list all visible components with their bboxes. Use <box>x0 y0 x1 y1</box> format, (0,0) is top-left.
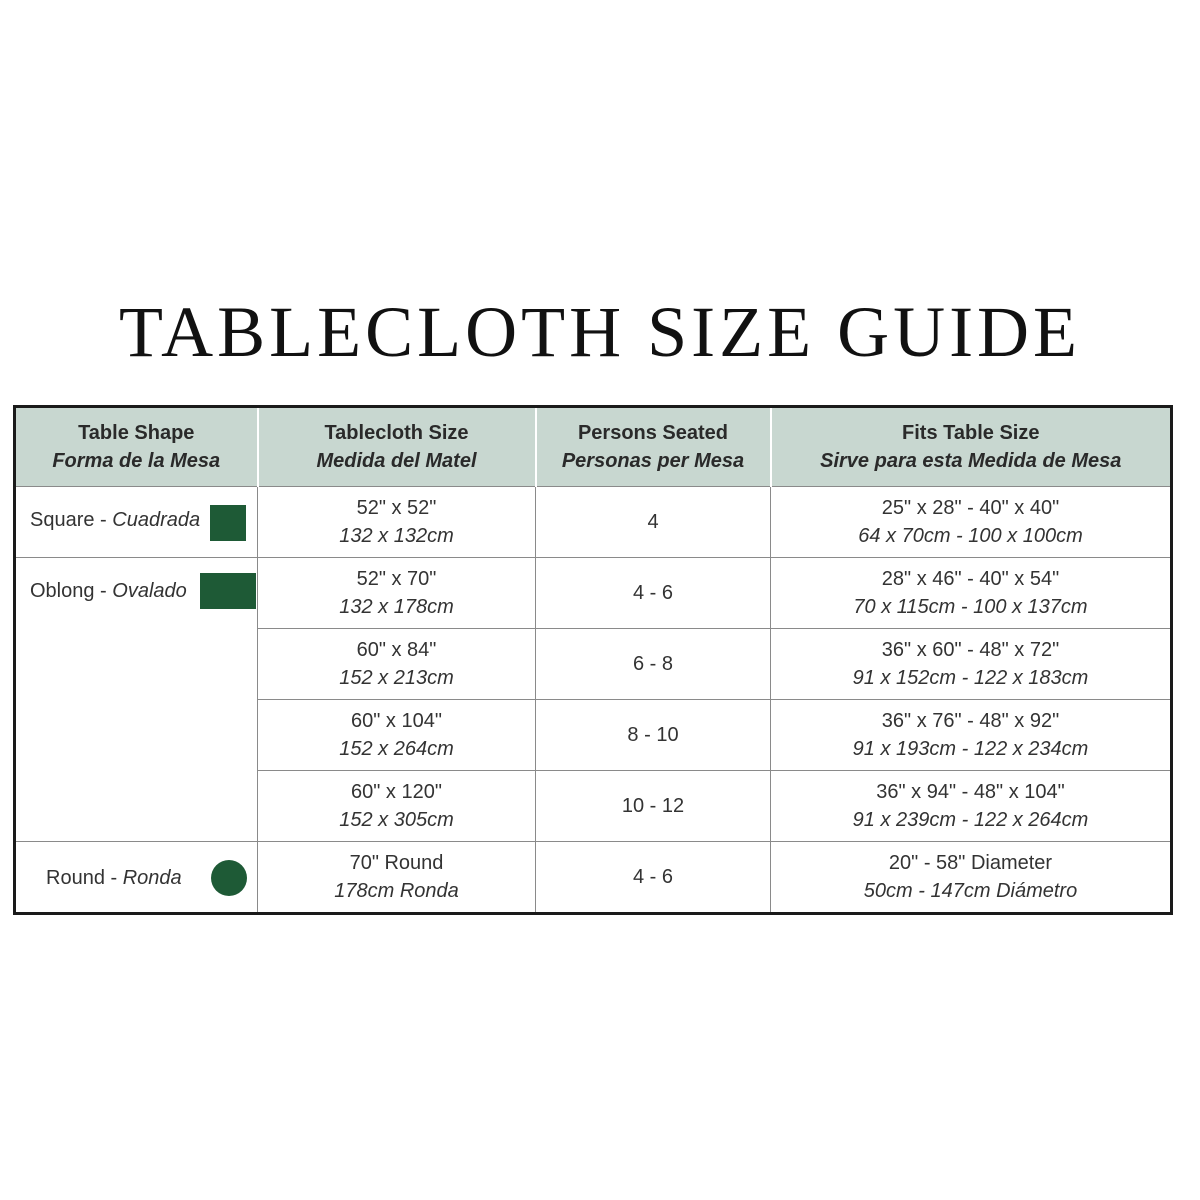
tablecloth-size-cell: 52" x 70" 132 x 178cm <box>258 558 536 629</box>
header-table-shape <box>15 407 258 487</box>
fits-size-cell: 20" - 58" Diameter 50cm - 147cm Diámetro <box>771 842 1172 914</box>
fits-size-cell: 36" x 60" - 48" x 72" 91 x 152cm - 122 x 183cm <box>771 629 1172 700</box>
tablecloth-size-cell: 52" x 52" 132 x 132cm <box>258 487 536 558</box>
shape-label: Oblong - Ovalado <box>30 580 187 602</box>
persons-cell: 4 - 6 <box>536 842 771 914</box>
shape-cell-square <box>15 487 258 558</box>
circle-swatch-icon <box>211 860 247 896</box>
fits-size-cell: 36" x 76" - 48" x 92" 91 x 193cm - 122 x 234cm <box>771 700 1172 771</box>
size-guide-table <box>13 405 1173 915</box>
table-row <box>15 487 1172 558</box>
persons-cell: 8 - 10 <box>536 700 771 771</box>
fits-size-cell: 36" x 94" - 48" x 104" 91 x 239cm - 122 x 264cm <box>771 771 1172 842</box>
shape-cell-oblong <box>15 558 258 842</box>
header-persons-seated <box>536 407 771 487</box>
header-label-en: Tablecloth Size <box>324 422 469 444</box>
shape-label: Square - Cuadrada <box>30 509 201 531</box>
header-label-en: Fits Table Size <box>902 422 1040 444</box>
header-label-es: Medida del Matel <box>316 450 477 472</box>
tablecloth-size-cell: 70" Round 178cm Ronda <box>258 842 536 914</box>
header-label-es: Sirve para esta Medida de Mesa <box>820 450 1122 472</box>
fits-size-cell: 25" x 28" - 40" x 40" 64 x 70cm - 100 x 100cm <box>771 487 1172 558</box>
header-tablecloth-size <box>258 407 536 487</box>
page-title: TABLECLOTH SIZE GUIDE <box>118 292 1082 372</box>
header-label-es: Personas per Mesa <box>561 450 745 472</box>
persons-cell: 4 <box>536 487 771 558</box>
persons-cell: 4 - 6 <box>536 558 771 629</box>
shape-label: Round - Ronda <box>46 867 182 889</box>
persons-cell: 6 - 8 <box>536 629 771 700</box>
shape-cell-round <box>15 842 258 914</box>
header-fits-table-size <box>771 407 1172 487</box>
square-swatch-icon <box>210 505 246 541</box>
rectangle-swatch-icon <box>200 573 256 609</box>
table-row <box>15 558 1172 629</box>
table-row <box>15 842 1172 914</box>
tablecloth-size-cell: 60" x 120" 152 x 305cm <box>258 771 536 842</box>
table-header-row <box>15 407 1172 487</box>
tablecloth-size-cell: 60" x 104" 152 x 264cm <box>258 700 536 771</box>
header-label-es: Forma de la Mesa <box>52 450 221 472</box>
fits-size-cell: 28" x 46" - 40" x 54" 70 x 115cm - 100 x 137cm <box>771 558 1172 629</box>
persons-cell: 10 - 12 <box>536 771 771 842</box>
header-label-en: Table Shape <box>78 422 195 444</box>
tablecloth-size-cell: 60" x 84" 152 x 213cm <box>258 629 536 700</box>
header-label-en: Persons Seated <box>577 422 729 444</box>
